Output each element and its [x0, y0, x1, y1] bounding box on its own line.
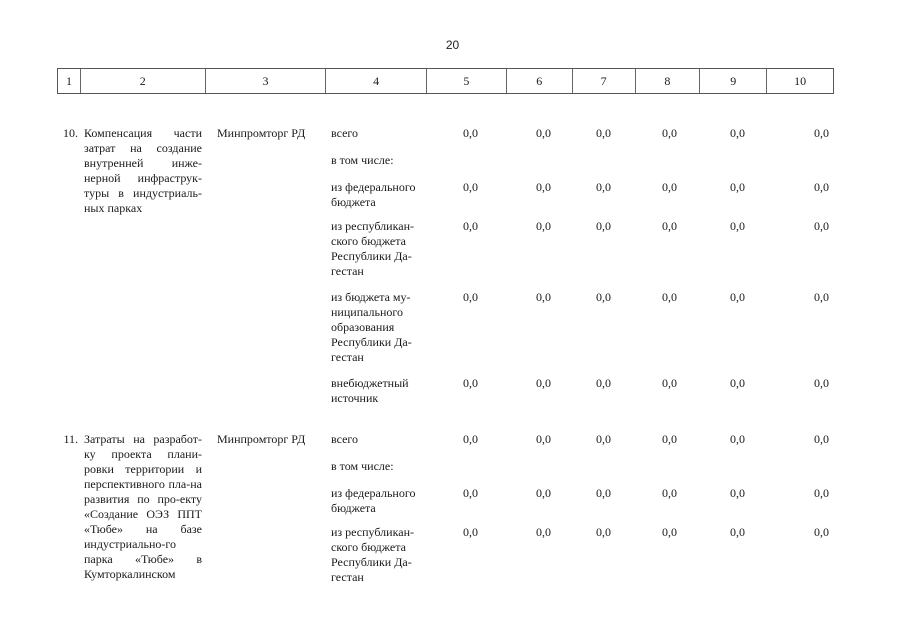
item-number: 11. [63, 432, 78, 446]
value-cell: 0,0 [814, 432, 829, 446]
value-cell: 0,0 [536, 290, 551, 304]
funding-label: из федерального бюджета [331, 180, 416, 209]
header-col-7: 7 [573, 69, 636, 93]
funding-label: из бюджета му-ниципального образования Республики Да-гестан [331, 290, 412, 364]
value-cell: 0,0 [730, 432, 745, 446]
value-cell: 0,0 [536, 126, 551, 140]
value-cell: 0,0 [536, 486, 551, 500]
header-col-6: 6 [507, 69, 573, 93]
value-cell: 0,0 [730, 290, 745, 304]
value-cell: 0,0 [662, 525, 677, 539]
funding-label: из республикан-ского бюджета Республики Да-гестан [331, 219, 414, 278]
funding-label: в том числе: [331, 459, 394, 473]
item-executor: Минпромторг РД [217, 432, 306, 446]
value-cell: 0,0 [536, 376, 551, 390]
header-col-3: 3 [206, 69, 327, 93]
value-cell: 0,0 [814, 486, 829, 500]
value-cell: 0,0 [463, 376, 478, 390]
value-cell: 0,0 [536, 525, 551, 539]
value-cell: 0,0 [814, 219, 829, 233]
value-cell: 0,0 [536, 219, 551, 233]
funding-label: всего [331, 126, 359, 140]
value-cell: 0,0 [596, 432, 611, 446]
item-executor: Минпромторг РД [217, 126, 306, 140]
value-cell: 0,0 [596, 180, 611, 194]
value-cell: 0,0 [730, 219, 745, 233]
value-cell: 0,0 [730, 126, 745, 140]
value-cell: 0,0 [662, 486, 677, 500]
header-col-5: 5 [427, 69, 507, 93]
value-cell: 0,0 [596, 219, 611, 233]
value-cell: 0,0 [814, 126, 829, 140]
value-cell: 0,0 [814, 525, 829, 539]
value-cell: 0,0 [463, 432, 478, 446]
value-cell: 0,0 [463, 290, 478, 304]
funding-label: из федерального бюджета [331, 486, 416, 515]
value-cell: 0,0 [662, 180, 677, 194]
value-cell: 0,0 [463, 126, 478, 140]
funding-label: из республикан-ского бюджета Республики Да-гестан [331, 525, 414, 584]
header-col-10: 10 [794, 74, 807, 88]
value-cell: 0,0 [463, 486, 478, 500]
header-col-9: 9 [700, 69, 767, 93]
value-cell: 0,0 [730, 486, 745, 500]
item-name: Компенсация части затрат на создание внутренней инже-нерной инфраструк-туры в индустриаль-ных парках [84, 126, 202, 215]
item-number: 10. [63, 126, 78, 140]
item-name: Затраты на разработ-ку проекта плани-ровки территории и перспективного пла-на развития по про-екту «Создание ОЭЗ ППТ «Тюбе» на базе индустриально-го парка «Тюбе» в Кумторкалинском [84, 432, 202, 581]
funding-label: в том числе: [331, 153, 394, 167]
table-header [57, 68, 834, 94]
header-col-8: 8 [636, 69, 701, 93]
value-cell: 0,0 [730, 180, 745, 194]
value-cell: 0,0 [596, 525, 611, 539]
header-col-2: 2 [81, 69, 206, 93]
value-cell: 0,0 [730, 376, 745, 390]
value-cell: 0,0 [662, 219, 677, 233]
value-cell: 0,0 [596, 376, 611, 390]
value-cell: 0,0 [536, 180, 551, 194]
value-cell: 0,0 [536, 432, 551, 446]
value-cell: 0,0 [662, 290, 677, 304]
header-col-4: 4 [326, 69, 427, 93]
value-cell: 0,0 [730, 525, 745, 539]
value-cell: 0,0 [463, 180, 478, 194]
value-cell: 0,0 [814, 180, 829, 194]
header-col-1: 1 [58, 69, 81, 93]
page-number: 20 [445, 38, 460, 52]
value-cell: 0,0 [662, 126, 677, 140]
value-cell: 0,0 [662, 376, 677, 390]
value-cell: 0,0 [463, 219, 478, 233]
value-cell: 0,0 [463, 525, 478, 539]
value-cell: 0,0 [662, 432, 677, 446]
value-cell: 0,0 [596, 486, 611, 500]
funding-label: внебюджетный источник [331, 376, 409, 405]
value-cell: 0,0 [596, 290, 611, 304]
funding-label: всего [331, 432, 359, 446]
value-cell: 0,0 [814, 376, 829, 390]
value-cell: 0,0 [596, 126, 611, 140]
value-cell: 0,0 [814, 290, 829, 304]
